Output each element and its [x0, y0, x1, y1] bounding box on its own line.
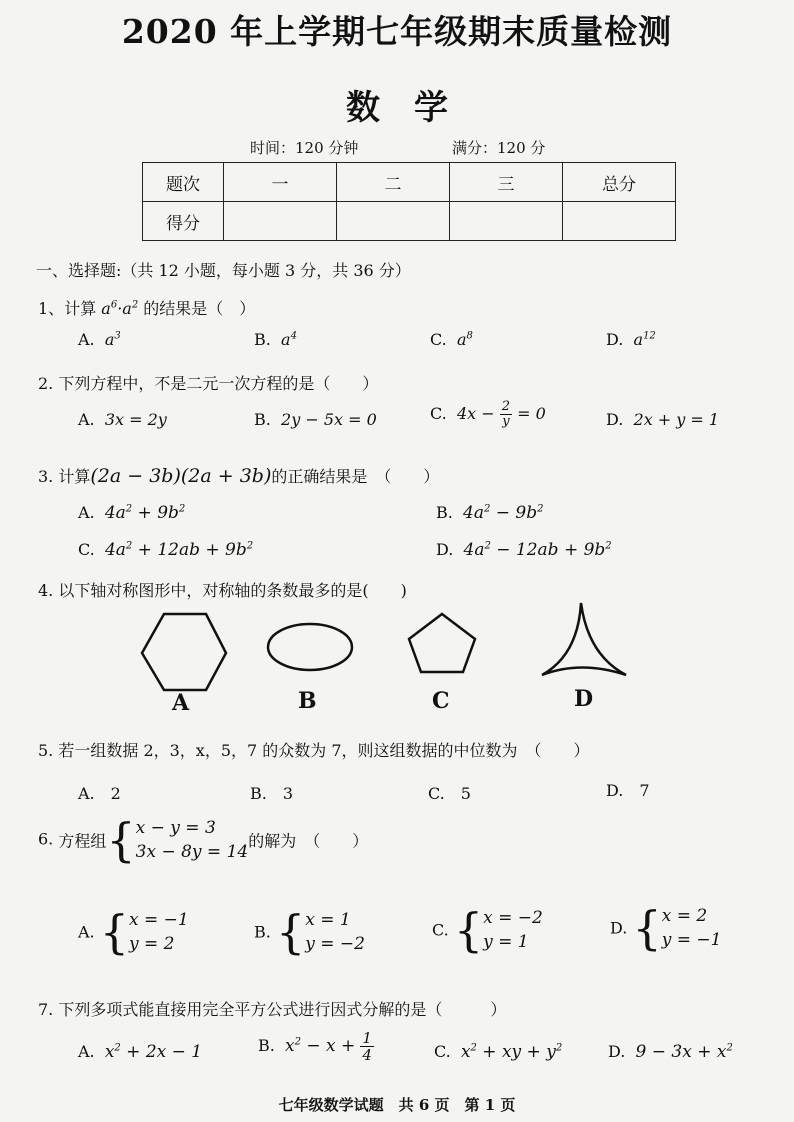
left-brace: { [106, 813, 136, 867]
q7-option-a[interactable]: A. $x^2 + 2x - 1$ [78, 1042, 203, 1062]
score-cell: 得分 [143, 202, 224, 241]
score-table [142, 162, 676, 241]
score-entry-cell[interactable] [224, 202, 337, 241]
q6-option-c[interactable]: C. {x = −2 y = 1 [432, 903, 543, 957]
question-number: 1、 [38, 299, 65, 318]
q3-option-a[interactable]: A. $4a^2 + 9b^2$ [78, 503, 186, 523]
question-text: 计算 [58, 467, 91, 486]
q1-option-d[interactable]: D. $a^{12}$ [606, 330, 656, 349]
q1-option-a[interactable]: A. $a^3$ [78, 330, 121, 349]
question-5 [38, 738, 590, 761]
q6-option-d[interactable]: D. {x = 2 y = −1 [610, 901, 722, 955]
question-number: 5. [38, 741, 54, 760]
q7-option-c[interactable]: C. $x^2$ + xy + $y^2$ [434, 1042, 563, 1062]
score-table-header-row [143, 163, 676, 202]
q4-figures [0, 600, 794, 700]
question-text: 以下轴对称图形中，对称轴的条数最多的是( ) [58, 581, 407, 600]
score-cell: 三 [450, 163, 563, 202]
exam-time: 时间：120 分钟 [250, 139, 359, 157]
q5-option-d[interactable]: D. 7 [606, 781, 650, 800]
q4-label-d[interactable]: D [574, 686, 594, 712]
question-text: 的解为 （ ） [248, 831, 369, 851]
question-6 [38, 813, 369, 867]
question-text: 下列方程中，不是二元一次方程的是（ ） [58, 374, 379, 393]
q5-option-a[interactable]: A. 2 [78, 784, 121, 803]
curved-triangle-shape [542, 603, 626, 675]
q2-option-c[interactable]: C. 4x − $\frac{2}{y}$ = 0 [430, 399, 546, 429]
math-expr: $a^6\cdot a^2$ [96, 299, 139, 318]
q4-label-c[interactable]: C [432, 688, 450, 714]
question-number: 4. [38, 581, 54, 600]
q5-option-c[interactable]: C. 5 [428, 784, 471, 803]
q1-option-b[interactable]: B. $a^4$ [254, 330, 297, 349]
score-cell: 总分 [563, 163, 676, 202]
score-cell: 一 [224, 163, 337, 202]
question-number: 3. [38, 467, 54, 486]
question-text: 下列多项式能直接用完全平方公式进行因式分解的是（ ） [58, 1000, 507, 1019]
score-cell: 题次 [143, 163, 224, 202]
score-entry-cell[interactable] [563, 202, 676, 241]
section-title: 一、选择题:（共 12 小题，每小题 3 分，共 36 分） [36, 261, 411, 280]
q2-option-d[interactable]: D. 2x + y = 1 [606, 410, 720, 429]
ellipse-shape [268, 624, 352, 670]
score-entry-cell[interactable] [337, 202, 450, 241]
score-cell: 二 [337, 163, 450, 202]
score-entry-cell[interactable] [450, 202, 563, 241]
q4-label-b[interactable]: B [298, 688, 317, 714]
question-text: 若一组数据 2，3，x，5，7 的众数为 7，则这组数据的中位数为 （ ） [58, 741, 590, 760]
q2-option-a[interactable]: A. 3x = 2y [78, 410, 167, 429]
question-text: 的结果是（ ） [143, 299, 256, 318]
hexagon-shape [142, 614, 226, 690]
q5-option-b[interactable]: B. 3 [250, 784, 294, 803]
question-1 [38, 296, 255, 319]
q3-option-c[interactable]: C. $4a^2 + 12ab + 9b^2$ [78, 540, 254, 560]
page-footer: 七年级数学试题 共 6 页 第 1 页 [278, 1096, 516, 1114]
question-text: 的正确结果是 （ ） [271, 467, 440, 486]
question-3 [38, 464, 439, 487]
q3-option-d[interactable]: D. $4a^2 - 12ab + 9b^2$ [436, 540, 612, 560]
pentagon-shape [409, 614, 475, 672]
question-2 [38, 371, 378, 394]
equation-system: x − y = 3 3x − 8y = 14 [135, 818, 249, 862]
exam-title: 2020 年上学期七年级期末质量检测 [121, 12, 673, 51]
question-number: 2. [38, 374, 54, 393]
exam-subject: 数学 [346, 88, 482, 128]
q6-option-b[interactable]: B. {x = 1 y = −2 [254, 905, 365, 959]
question-text: 计算 [64, 299, 97, 318]
exam-full-score: 满分：120 分 [452, 139, 546, 157]
question-7 [38, 997, 506, 1020]
score-table-score-row [143, 202, 676, 241]
question-4 [38, 578, 407, 601]
q4-label-a[interactable]: A [172, 690, 190, 716]
q2-option-b[interactable]: B. 2y − 5x = 0 [254, 410, 377, 429]
q7-option-d[interactable]: D. $9 - 3x + x^2$ [608, 1042, 733, 1062]
q6-option-a[interactable]: A. {x = −1 y = 2 [78, 905, 189, 959]
q1-option-c[interactable]: C. $a^8$ [430, 330, 473, 349]
math-expr: (2a − 3b)(2a + 3b) [90, 465, 272, 487]
question-number: 7. [38, 1000, 54, 1019]
question-number: 6. [38, 829, 54, 849]
question-text: 方程组 [58, 831, 107, 851]
q3-option-b[interactable]: B. $4a^2 - 9b^2$ [436, 503, 544, 523]
q7-option-b[interactable]: B. $x^2 - x$ + $\frac{1}{4}$ [258, 1029, 372, 1064]
